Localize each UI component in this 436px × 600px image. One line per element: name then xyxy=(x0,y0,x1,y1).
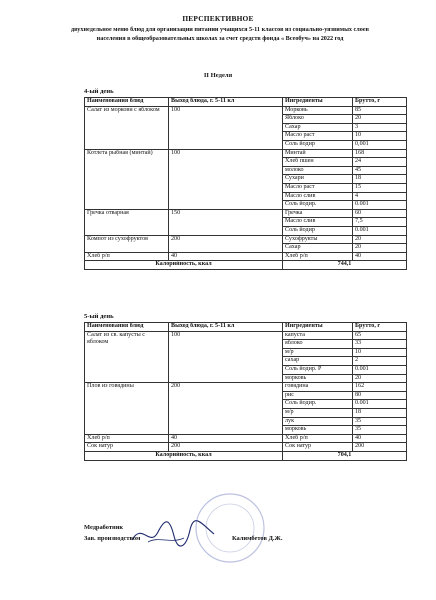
table-row xyxy=(85,106,407,115)
ingredient-gross: 40 xyxy=(353,434,407,443)
week-heading: II Неделя xyxy=(203,72,233,79)
ingredient-name: Хлеб р/п xyxy=(283,252,353,261)
manager-signature-label: Зав. производством xyxy=(84,535,141,542)
document-subtitle: двухнедельное меню блюд для организации питании учащихся 5-11 классов из социально-уязвимых слоев населения в общеобразовательных школах за счет средств фонда « Всеобуч» на 2022 год xyxy=(71,26,369,43)
ingredient-gross: 0.001 xyxy=(353,226,407,235)
dish-name: Плов из говядины xyxy=(85,383,169,435)
dish-weight: 100 xyxy=(169,331,283,383)
column-header: Выход блюда, г. 5-11 кл xyxy=(169,323,283,332)
ingredient-gross: 80 xyxy=(353,391,407,400)
ingredient-name: Сахар xyxy=(283,244,353,253)
ingredient-name: морковь xyxy=(283,374,353,383)
ingredient-gross: 168 xyxy=(353,149,407,158)
ingredient-gross: 162 xyxy=(353,383,407,392)
ingredient-gross: 20 xyxy=(353,244,407,253)
ingredient-name: Гречка xyxy=(283,209,353,218)
ingredient-gross: 35 xyxy=(353,417,407,426)
dish-name: Котлета рыбная (минтай) xyxy=(85,149,169,209)
day4-label: 4-ый день xyxy=(84,88,114,95)
ingredient-name: Масло раст xyxy=(283,183,353,192)
ingredient-name: сахар xyxy=(283,357,353,366)
document-title: ПЕРСПЕКТИВНОЕ xyxy=(182,14,254,23)
ingredient-gross: 4 xyxy=(353,192,407,201)
ingredient-name: морковь xyxy=(283,426,353,435)
table-header-row xyxy=(85,98,407,107)
ingredient-gross: 15 xyxy=(353,183,407,192)
dish-name: Гречка отварная xyxy=(85,209,169,235)
ingredient-name: Масло слив xyxy=(283,218,353,227)
manager-name: Калимбетов Д.Ж. xyxy=(232,535,283,542)
dish-weight: 40 xyxy=(169,434,283,443)
dish-name: Хлеб р/п xyxy=(85,252,169,261)
column-header: Выход блюда, г. 5-11 кл xyxy=(169,98,283,107)
ingredient-name: м/р xyxy=(283,408,353,417)
day4-menu-table xyxy=(84,97,407,270)
ingredient-gross: 20 xyxy=(353,235,407,244)
ingredient-gross: 0.001 xyxy=(353,201,407,210)
calories-value: 744,1 xyxy=(283,261,407,270)
calories-value: 704,1 xyxy=(283,451,407,460)
dish-weight: 40 xyxy=(169,252,283,261)
ingredient-gross: 85 xyxy=(353,106,407,115)
dish-weight: 100 xyxy=(169,106,283,149)
column-header: Брутто, г xyxy=(353,98,407,107)
ingredient-name: говядина xyxy=(283,383,353,392)
ingredient-name: молоко xyxy=(283,166,353,175)
dish-weight: 200 xyxy=(169,235,283,252)
dish-weight: 200 xyxy=(169,443,283,452)
dish-name: Компот из сухофруктов xyxy=(85,235,169,252)
table-row xyxy=(85,443,407,452)
ingredient-gross: 35 xyxy=(353,426,407,435)
medic-signature-label: Медработник xyxy=(84,524,124,531)
dish-name: Салат из моркови с яблоком xyxy=(85,106,169,149)
dish-weight: 200 xyxy=(169,383,283,435)
table-row xyxy=(85,434,407,443)
ingredient-gross: 10 xyxy=(353,132,407,141)
ingredient-gross: 0.001 xyxy=(353,365,407,374)
ingredient-name: Соль йодир xyxy=(283,140,353,149)
ingredient-name: Сухофрукты xyxy=(283,235,353,244)
ingredient-gross: 200 xyxy=(353,443,407,452)
dish-weight: 100 xyxy=(169,149,283,209)
column-header: Ингредиенты xyxy=(283,98,353,107)
column-header: Наименования блюд xyxy=(85,98,169,107)
ingredient-name: Сахар xyxy=(283,123,353,132)
ingredient-name: рис xyxy=(283,391,353,400)
calories-row xyxy=(85,261,407,270)
ingredient-gross: 45 xyxy=(353,166,407,175)
table-row xyxy=(85,235,407,244)
column-header: Ингредиенты xyxy=(283,323,353,332)
table-row xyxy=(85,383,407,392)
ingredient-gross: 18 xyxy=(353,175,407,184)
ingredient-gross: 24 xyxy=(353,158,407,167)
ingredient-name: Яблоко xyxy=(283,115,353,124)
table-header-row xyxy=(85,323,407,332)
table-row xyxy=(85,252,407,261)
calories-row xyxy=(85,451,407,460)
ingredient-gross: 33 xyxy=(353,340,407,349)
ingredient-name: Масло слив xyxy=(283,192,353,201)
ingredient-name: Соль йодир. xyxy=(283,400,353,409)
day5-menu-table xyxy=(84,322,407,461)
table-row xyxy=(85,149,407,158)
ingredient-name: Масло раст xyxy=(283,132,353,141)
ingredient-gross: 3 xyxy=(353,123,407,132)
ingredient-name: м/р xyxy=(283,348,353,357)
column-header: Брутто, г xyxy=(353,323,407,332)
ingredient-gross: 20 xyxy=(353,374,407,383)
table-row xyxy=(85,209,407,218)
column-header: Наименования блюд xyxy=(85,323,169,332)
signature-image xyxy=(128,514,218,554)
ingredient-gross: 65 xyxy=(353,331,407,340)
ingredient-gross: 60 xyxy=(353,209,407,218)
day5-label: 5-ый день xyxy=(84,313,114,320)
ingredient-name: Соль йодир xyxy=(283,226,353,235)
ingredient-name: Сухари xyxy=(283,175,353,184)
dish-name: Хлеб р/п xyxy=(85,434,169,443)
dish-weight: 150 xyxy=(169,209,283,235)
ingredient-gross: 2 xyxy=(353,357,407,366)
ingredient-gross: 0,001 xyxy=(353,140,407,149)
calories-label: Калорийность, ккал xyxy=(85,451,283,460)
ingredient-gross: 10 xyxy=(353,348,407,357)
ingredient-name: Хлеб р/п xyxy=(283,434,353,443)
ingredient-name: Соль йодир. xyxy=(283,201,353,210)
ingredient-gross: 0.001 xyxy=(353,400,407,409)
ingredient-gross: 40 xyxy=(353,252,407,261)
ingredient-gross: 20 xyxy=(353,115,407,124)
ingredient-name: лук xyxy=(283,417,353,426)
ingredient-name: капуста xyxy=(283,331,353,340)
ingredient-name: Хлеб пшен xyxy=(283,158,353,167)
dish-name: Сок натур xyxy=(85,443,169,452)
ingredient-gross: 18 xyxy=(353,408,407,417)
ingredient-gross: 7,5 xyxy=(353,218,407,227)
ingredient-name: Морковь xyxy=(283,106,353,115)
ingredient-name: Соль йодир. Р xyxy=(283,365,353,374)
dish-name: Салат из св. капусты с яблоком xyxy=(85,331,169,383)
ingredient-name: Минтай xyxy=(283,149,353,158)
ingredient-name: Сок натур xyxy=(283,443,353,452)
calories-label: Калорийность, ккал xyxy=(85,261,283,270)
ingredient-name: яблоко xyxy=(283,340,353,349)
table-row xyxy=(85,331,407,340)
